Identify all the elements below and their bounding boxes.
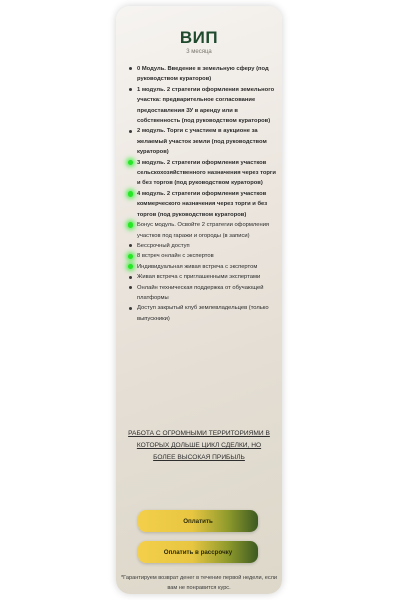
highlight-dot-icon: [128, 254, 134, 260]
bullet-icon: [129, 286, 132, 289]
highlight-dot-icon: [128, 222, 134, 228]
feature-item: [128, 158, 276, 189]
feature-text: Бонус модуль. Освойте 2 стратегии оформления участков под гаражи и огороды (в записи): [137, 222, 270, 239]
feature-item: [128, 272, 276, 282]
pay-installment-button[interactable]: Оплатить в рассрочку: [138, 541, 258, 563]
feature-item: [128, 251, 276, 261]
bullet-icon: [129, 307, 132, 310]
feature-text: Живая встреча с приглашенными экспертами: [137, 274, 261, 281]
feature-text: 2 модуль. Торги с участием в аукционе за желаемый участок земли (под руководством кураторов): [137, 128, 267, 156]
feature-item: [128, 303, 276, 324]
feature-text: Индивидуальная живая встреча с экспертом: [137, 263, 258, 270]
pay-button[interactable]: Оплатить: [138, 510, 258, 532]
bullet-icon: [129, 276, 132, 279]
feature-text: 4 модуль. 2 стратегии оформления участков коммерческого назначения через торги и без торгов (под руководством кураторов): [137, 190, 268, 218]
highlight-dot-icon: [128, 191, 134, 197]
feature-text: Онлайн техническая поддержка от обучающей платформы: [137, 284, 264, 301]
bullet-icon: [129, 130, 132, 133]
bullet-icon: [129, 67, 132, 70]
feature-item: [128, 64, 276, 85]
feature-text: 1 модуль. 2 стратегии оформления земельного участка: предварительное согласование предоставления ЗУ в аренду или в собственность (под руководством кураторов): [137, 86, 275, 125]
feature-item: [128, 283, 276, 304]
feature-item: [128, 220, 276, 241]
highlight-dot-icon: [128, 264, 134, 270]
feature-item: [128, 85, 276, 127]
feature-list: [128, 64, 276, 324]
bullet-icon: [129, 88, 132, 91]
feature-text: Бессрочный доступ: [137, 242, 190, 249]
plan-title: ВИП: [179, 28, 219, 47]
highlight-dot-icon: [128, 160, 134, 166]
pricing-card-vip: [116, 6, 282, 594]
feature-item: [128, 126, 276, 157]
plan-duration: 3 месяца: [186, 49, 212, 55]
feature-text: Доступ закрытый клуб землевладельцев (только выпускники): [137, 305, 269, 322]
feature-text: 3 модуль. 2 стратегии оформления участков сельскохозяйственного назначения через торги и без торгов (под руководством кураторов): [137, 159, 276, 187]
feature-text: 8 встреч онлайн с экспертов: [137, 253, 214, 260]
bullet-icon: [129, 244, 132, 247]
promo-link[interactable]: РАБОТА С ОГРОМНЫМИ ТЕРРИТОРИЯМИ В КОТОРЫХ ДОЛЬШЕ ЦИКЛ СДЕЛКИ, НО БОЛЕЕ ВЫСОКАЯ ПРИБЫЛЬ: [128, 430, 270, 462]
money-back-guarantee: *Гарантируем возврат денег в течение первой недели, если вам не понравится курс.: [120, 575, 278, 591]
feature-item: [128, 262, 276, 272]
feature-text: 0 Модуль. Введение в земельную сферу (под руководством кураторов): [137, 66, 269, 83]
feature-item: [128, 189, 276, 220]
feature-item: [128, 241, 276, 251]
